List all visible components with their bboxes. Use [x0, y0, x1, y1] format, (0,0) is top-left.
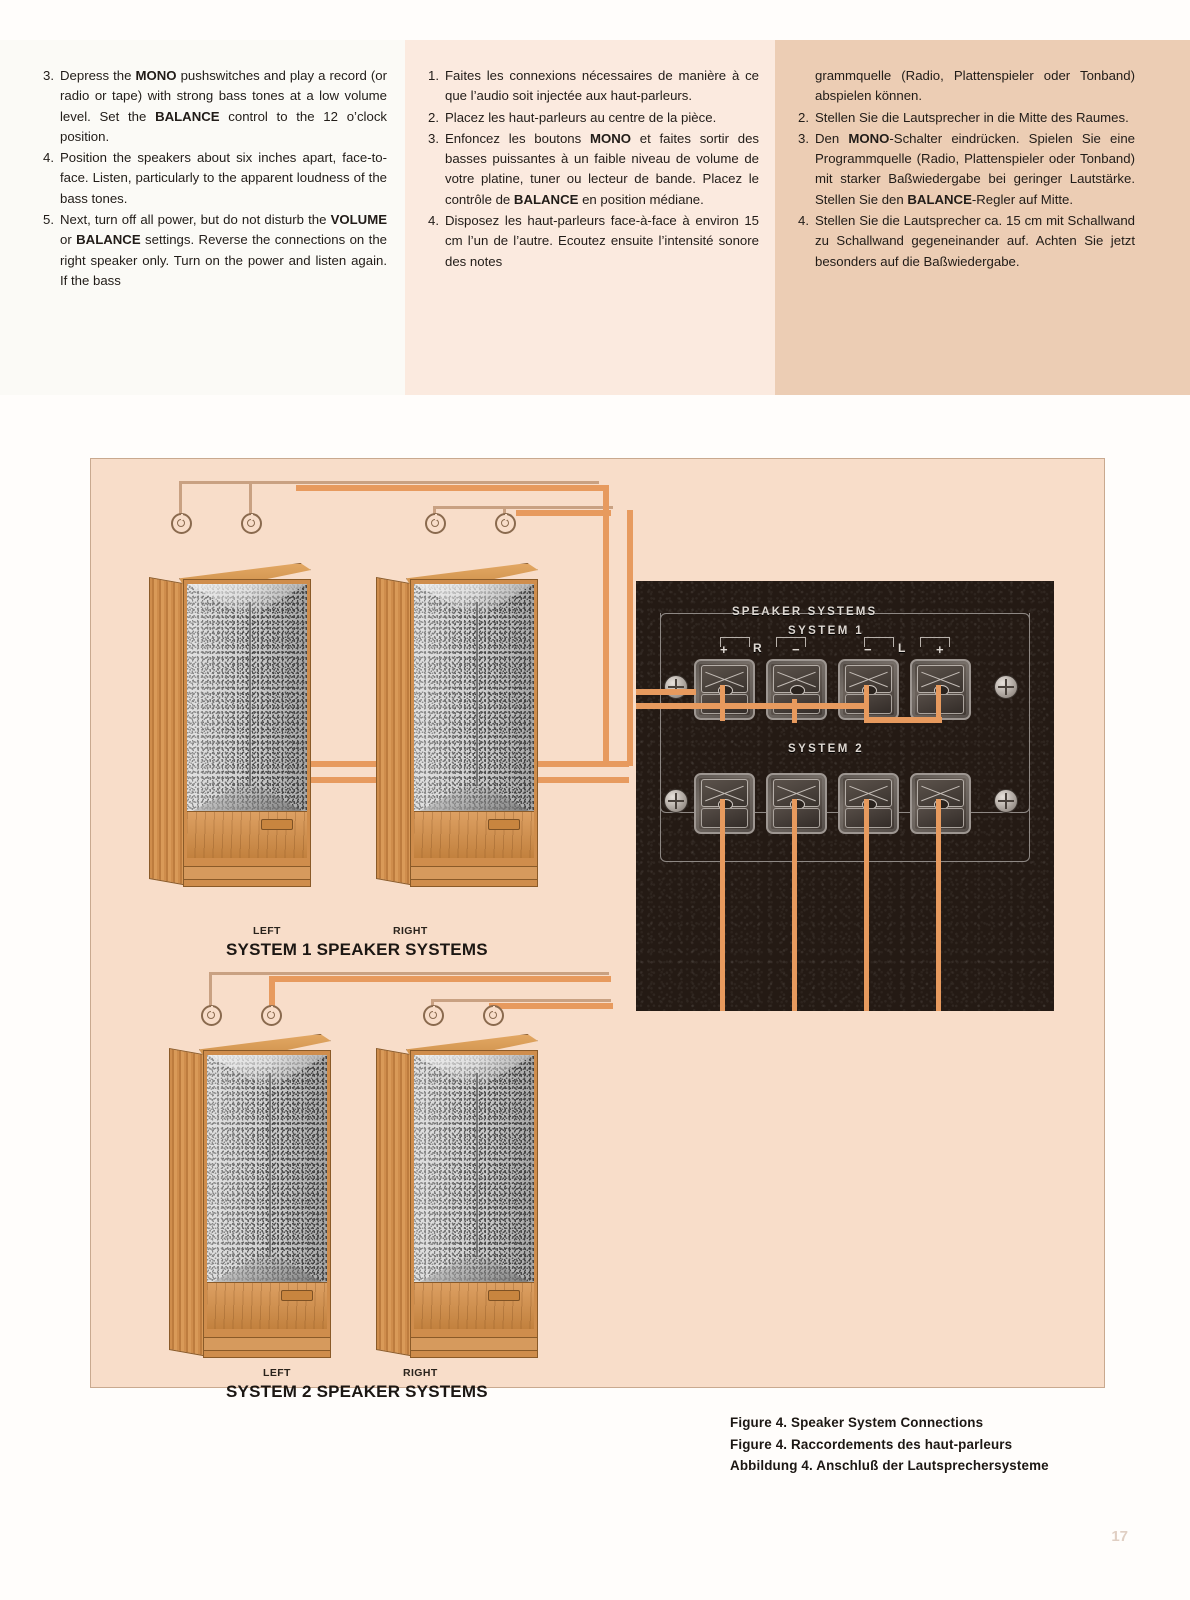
step-text: -Regler auf Mitte.: [971, 191, 1074, 207]
wire-segment: [627, 510, 633, 766]
cabinet-plinth: [203, 1337, 331, 1351]
instruction-columns: [0, 40, 1190, 395]
steps-list-french: [419, 66, 759, 272]
cabinet-handle: [261, 819, 293, 830]
panel-screw: [664, 789, 688, 813]
speaker-grille: [207, 1055, 327, 1285]
wire-segment: [209, 972, 609, 975]
cabinet-front: [410, 1050, 538, 1358]
system2-left-label: LEFT: [263, 1367, 291, 1379]
cabinet-base-panel: [414, 811, 534, 858]
wire-segment: [489, 1003, 613, 1009]
instruction-step: [419, 129, 759, 210]
speaker-terminal-lug: [241, 513, 262, 534]
figure-illustration: [91, 459, 1104, 1401]
speaker-terminal-lug: [261, 1005, 282, 1026]
instruction-step: [34, 210, 387, 291]
cabinet-plinth: [410, 866, 538, 880]
instruction-step: [419, 108, 759, 128]
cabinet-handle: [488, 819, 520, 830]
speaker-terminal-lug: [201, 1005, 222, 1026]
polarity-bracket: [920, 637, 950, 647]
wire-segment: [431, 999, 611, 1002]
speaker-grille: [187, 584, 307, 814]
instruction-step: [419, 211, 759, 272]
wire-segment: [720, 799, 725, 1011]
speaker-terminal-lug: [483, 1005, 504, 1026]
wire-segment: [269, 976, 611, 982]
page-number: 17: [1111, 1528, 1128, 1545]
cabinet-front: [203, 1050, 331, 1358]
step-number: 1.: [428, 68, 439, 83]
emphasised-term: MONO: [135, 68, 177, 83]
speaker-grille: [414, 584, 534, 814]
instruction-step: [789, 211, 1135, 272]
wire-segment: [864, 799, 869, 1011]
step-text: pushswitches and play a record (or radio or tape) with strong bass tones at a low volume level. Set the: [60, 68, 387, 124]
figure-caption-de: Abbildung 4. Anschluß der Lautsprechersysteme: [730, 1458, 1049, 1473]
emphasised-term: MONO: [589, 130, 631, 146]
speaker-terminal-lug: [425, 513, 446, 534]
speaker-cabinet-system2-right: [376, 1034, 536, 1364]
column-english: [0, 40, 405, 395]
step-text: en position médiane.: [578, 191, 704, 207]
step-number: 2.: [428, 109, 439, 125]
system2-group-caption: SYSTEM 2 SPEAKER SYSTEMS: [226, 1382, 488, 1401]
german-continuation-text: grammquelle (Radio, Plattenspieler oder Tonband) abspielen können.: [815, 68, 1135, 104]
polarity-bracket: [776, 637, 806, 647]
instruction-step: [789, 129, 1135, 210]
system1-right-label: RIGHT: [393, 925, 428, 937]
instruction-step: [34, 148, 387, 209]
instruction-step: [34, 66, 387, 147]
channel-label-l: L: [898, 641, 906, 655]
step-number: 3.: [43, 68, 54, 83]
step-text: Den: [815, 130, 849, 146]
wire-segment: [603, 485, 609, 765]
steps-list-german: [789, 108, 1135, 272]
speaker-terminal-lug: [171, 513, 192, 534]
step-number: 4.: [798, 213, 809, 229]
emphasised-term: BALANCE: [155, 108, 220, 124]
polarity-symbol: −: [864, 642, 872, 657]
cabinet-base-panel: [414, 1282, 534, 1329]
speaker-cabinet-system2-left: [169, 1034, 329, 1364]
system1-group-caption: SYSTEM 1 SPEAKER SYSTEMS: [226, 940, 488, 959]
channel-label-r: R: [753, 641, 762, 655]
step-text: Enfoncez les boutons: [445, 130, 590, 146]
step-text: control to the 12 o’clock position.: [60, 108, 388, 144]
speaker-terminal-lug: [495, 513, 516, 534]
step-number: 3.: [798, 130, 809, 146]
figure-caption-fr: Figure 4. Raccordements des haut-parleurs: [730, 1436, 1013, 1452]
panel-screw: [994, 789, 1018, 813]
speaker-cabinet-system1-right: [376, 563, 536, 893]
emphasised-term: MONO: [848, 130, 890, 146]
polarity-symbol: +: [936, 642, 944, 657]
cabinet-base-panel: [207, 1282, 327, 1329]
wire-segment: [936, 799, 941, 1011]
cabinet-side-panel: [376, 577, 414, 886]
cabinet-side-panel: [376, 1048, 414, 1357]
system2-right-label: RIGHT: [403, 1367, 438, 1379]
speaker-systems-title: SPEAKER SYSTEMS: [732, 606, 878, 618]
step-text: Next, turn off all power, but do not disturb the: [60, 212, 331, 228]
speaker-terminal-lug: [423, 1005, 444, 1026]
cabinet-handle: [488, 1290, 520, 1301]
polarity-symbol: +: [720, 642, 728, 657]
emphasised-term: BALANCE: [76, 232, 141, 248]
cabinet-front: [183, 579, 311, 887]
figure-caption-block: [730, 1412, 1150, 1477]
wire-segment: [516, 510, 611, 516]
figure-speaker-connections: [90, 458, 1105, 1401]
cabinet-plinth: [183, 866, 311, 880]
step-text: Stellen Sie die Lautsprecher in die Mitte des Raumes.: [815, 109, 1129, 125]
system2-label: SYSTEM 2: [788, 743, 865, 755]
panel-screw: [664, 675, 688, 699]
step-text: Depress the: [60, 68, 136, 83]
speaker-cabinet-system1-left: [149, 563, 309, 893]
cabinet-front: [410, 579, 538, 887]
cabinet-side-panel: [149, 577, 187, 886]
cabinet-handle: [281, 1290, 313, 1301]
steps-list-english: [34, 66, 387, 291]
emphasised-term: BALANCE: [513, 191, 579, 207]
step-text: Faites les connexions nécessaires de manière à ce que l’audio soit injectée aux haut-parleurs.: [445, 68, 759, 104]
cabinet-plinth: [410, 1337, 538, 1351]
wire-segment: [636, 703, 866, 709]
system1-left-label: LEFT: [253, 925, 281, 937]
wire-segment: [296, 485, 609, 491]
step-text: Stellen Sie die Lautsprecher ca. 15 cm mit Schallwand zu Schallwand gegeneinander auf. Achten Sie jetzt besonders auf die Baßwiedergabe.: [815, 213, 1135, 269]
step-text: Position the speakers about six inches apart, face-to-face. Listen, particularly to the apparent loudness of the bass tones.: [60, 150, 387, 206]
figure-caption-en: Figure 4. Speaker System Connections: [730, 1415, 984, 1430]
wire-segment: [720, 685, 725, 721]
column-french: [405, 40, 775, 395]
step-text: -Schalter eindrücken. Spielen Sie eine Programmquelle (Radio, Plattenspieler oder Tonband) mit starker Baßwiedergabe bei geringer Lautstärke. Stellen Sie den: [815, 130, 1135, 207]
amplifier-rear-panel: [636, 581, 1054, 1011]
step-text: Placez les haut-parleurs au centre de la pièce.: [445, 109, 717, 125]
wire-segment: [179, 481, 599, 484]
step-number: 4.: [428, 213, 439, 229]
cabinet-base-panel: [187, 811, 307, 858]
step-number: 5.: [43, 212, 54, 228]
emphasised-term: BALANCE: [907, 191, 972, 207]
wire-segment: [864, 717, 942, 723]
speaker-grille: [414, 1055, 534, 1285]
instruction-step: [419, 66, 759, 107]
cabinet-side-panel: [169, 1048, 207, 1357]
wire-segment: [636, 689, 696, 695]
column-german: [775, 40, 1190, 395]
step-text: Disposez les haut-parleurs face-à-face à environ 15 cm l’un de l’autre. Ecoutez ensuite l’intensité sonore des notes: [445, 213, 759, 269]
step-text: et faites sortir des basses puissantes à un faible niveau de volume de votre platine, tuner ou lecteur de bande. Placez le contrôle de: [445, 130, 759, 207]
panel-screw: [994, 675, 1018, 699]
wire-segment: [792, 799, 797, 1011]
step-text: or: [60, 232, 77, 248]
step-number: 4.: [43, 150, 54, 166]
step-number: 2.: [798, 109, 809, 125]
step-number: 3.: [428, 130, 439, 146]
wire-segment: [792, 699, 797, 723]
wire-segment: [433, 506, 613, 509]
step-text: settings. Reverse the connections on the right speaker only. Turn on the power and listen again. If the bass: [60, 232, 387, 288]
polarity-symbol: −: [792, 642, 800, 657]
instruction-step: [789, 108, 1135, 128]
emphasised-term: VOLUME: [330, 212, 387, 228]
system1-label: SYSTEM 1: [788, 625, 865, 637]
